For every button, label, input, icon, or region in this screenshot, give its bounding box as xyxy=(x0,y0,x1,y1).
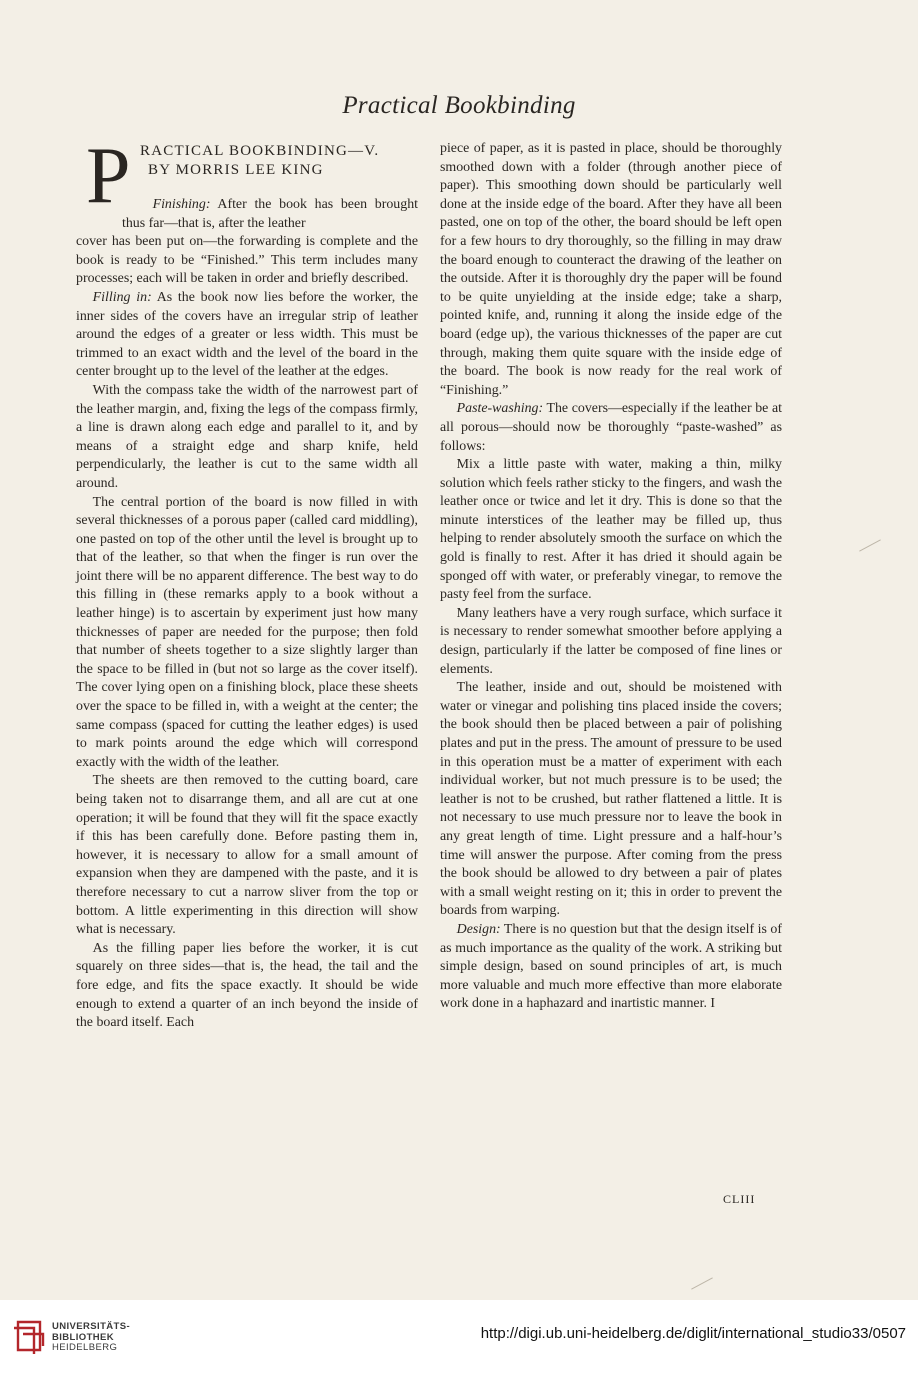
library-name: UNIVERSITÄTS- BIBLIOTHEK HEIDELBERG xyxy=(52,1321,131,1353)
paragraph: With the compass take the width of the narrowest part of the leather margin, and, fixing the legs of the compass firmly, a line is drawn along each edge and parallel to it, and by means of a straight edge and sharp knife, held perpendicularly, the leather is cut to the same width all around. xyxy=(76,382,418,491)
paragraph: piece of paper, as it is pasted in place, should be thoroughly smoothed down with a folder (through another piece of paper). This smoothing down should be particularly well done at the inside edge of the board. After they have all been pasted, one on top of the other, the board should be left open for a few hours to dry thoroughly, so the filling in may draw the board enough to counteract the drawing of the leather on the outside. After it is thoroughly dry the paper will be found to be quite unyielding at the inside edge; take a sharp, pointed knife, and, running it along the inside edge of the board (edge up), the various thicknesses of the paper are cut through, making them quite square with the inside edge of the board. The book is now ready for the real work of “Finishing.” xyxy=(440,141,782,398)
paragraph: Filling in: As the book now lies before the worker, the inner sides of the covers have an irregular strip of leather around the edges of a greater or less width. This must be trimmed to an exact width and the level of the board in the center brought up to the level of the leather at the edges. xyxy=(76,289,418,380)
paragraph: Finishing: After the book has been brought thus far—that is, after the leather xyxy=(122,197,418,231)
page-number: CLIII xyxy=(723,1192,756,1206)
section-label: Filling in: xyxy=(92,289,152,305)
paragraph: The central portion of the board is now filled in with several thicknesses of a porous paper (called card middling), one pasted on top of the other until the level is brought up to that of the leather, so that when the finger is run over the joint there will be no apparent difference. The best way to do this filling in (these remarks apply to a book without a leather hinge) is to ascertain by experiment just how many thicknesses of paper are needed for the purpose; then fold that number of sheets together to a size slightly larger than the space to be filled in (but not so large as the cover itself). The cover lying open on a finishing block, place these sheets over the space to be filled in, with a weight at the center; the same compass (spaced for cutting the leather edges) is used to mark points around the edge which will correspond exactly with the width of the leather. xyxy=(76,494,418,770)
source-url-link[interactable]: http://digi.ub.uni-heidelberg.de/diglit/international_studio33/0507 xyxy=(480,1325,906,1342)
paragraph: The sheets are then removed to the cutting board, care being taken not to disarrange them, and all are cut at one operation; it will be found that they will fit the space exactly if this has been carefully done. Before pasting them in, however, it is necessary to allow for a small amount of expansion when they are dampened with the paste, and it is therefore necessary to cut a narrow sliver from the top or bottom. A little experimenting in this direction will show what is necessary. xyxy=(76,773,418,938)
section-label: Paste-washing: xyxy=(456,401,544,417)
library-logo-icon[interactable] xyxy=(12,1318,46,1354)
paragraph: cover has been put on—the forwarding is complete and the book is ready to be “Finished.” This term includes many processes; each will be taken in order and briefly described. xyxy=(76,234,418,287)
paragraph: Design: There is no question but that the design itself is of as much importance as the quality of the work. A striking but simple design, based on sound principles of art, is much more valuable and much more effective than more elaborate work done in a haphazard and inartistic manner. I xyxy=(440,921,782,1012)
paper-mark xyxy=(859,539,881,551)
paragraph: As the filling paper lies before the worker, it is cut squarely on three sides—that is, the head, the tail and the fore edge, and fits the space exactly. It should be wide enough to extend a quarter of an inch beyond the inside of the board itself. Each xyxy=(76,940,418,1031)
footer-bar xyxy=(0,1300,918,1374)
drop-cap: P xyxy=(86,132,131,220)
page-title: Practical Bookbinding xyxy=(342,92,576,119)
paragraph: Mix a little paste with water, making a thin, milky solution which feels rather sticky to the fingers, and wash the leather once or twice and let it dry. This is done so that the minute interstices of the leather may be filled up, thus helping to render absolutely smooth the surface on which the gold is finally to rest. After it has dried it should again be sponged off with water, or preferably vinegar, to remove the pasty feel from the surface. xyxy=(440,457,782,603)
paragraph: Paste-washing: The covers—especially if the leather be at all porous—should now be thoroughly “paste-washed” as follows: xyxy=(440,401,782,454)
left-column xyxy=(76,132,418,1033)
section-label: Design: xyxy=(456,921,501,937)
paragraph: The leather, inside and out, should be moistened with water or vinegar and polishing tins placed inside the covers; the book should then be placed between a pair of polishing plates and put in the press. The amount of pressure to be used in this operation must be a matter of experiment with each individual worker, but not much pressure is to be used; the leather is not to be crushed, but rather flattened a little. It is not necessary to use much pressure nor to leave the book in any great length of time. Light pressure and a half-hour’s time will answer the purpose. After coming from the press the book should be allowed to dry between a pair of plates with a small weight resting on it; this in order to prevent the boards from warping. xyxy=(440,680,782,919)
right-column xyxy=(440,140,782,1014)
paper-mark xyxy=(691,1277,713,1289)
article-title: RACTICAL BOOKBINDING—V. xyxy=(140,143,380,159)
article-byline: BY MORRIS LEE KING xyxy=(148,162,324,178)
section-label: Finishing: xyxy=(152,197,211,212)
paragraph: Many leathers have a very rough surface, which surface it is necessary to render somewhat smoother before applying a design, particularly if the latter be composed of fine lines or elements. xyxy=(440,605,782,677)
